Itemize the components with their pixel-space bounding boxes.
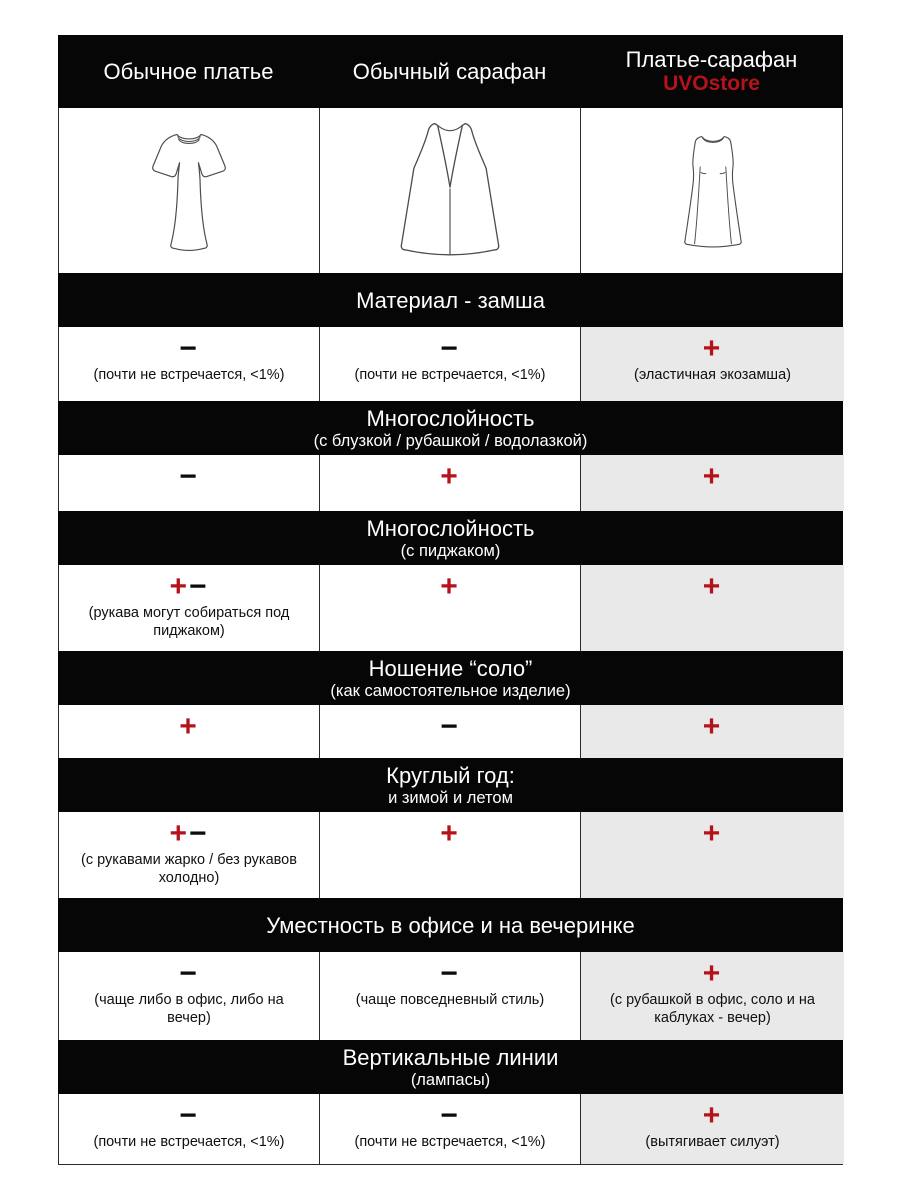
comparison-cell (320, 455, 581, 511)
plus-sign: + (440, 570, 460, 603)
rating-signs (581, 570, 844, 603)
rating-signs (320, 817, 580, 850)
rating-signs (320, 332, 580, 365)
rating-note: (рукава могут собираться под пиджаком) (88, 605, 290, 639)
section-title: Материал - замша (356, 287, 545, 313)
regular-dress-illustration (59, 108, 320, 273)
rating-note: (чаще либо в офис, либо на вечер) (94, 992, 284, 1026)
rating-signs (320, 570, 580, 603)
comparison-row-material (58, 327, 843, 401)
minus-sign: − (179, 332, 199, 365)
section-subtitle: (с пиджаком) (400, 541, 501, 560)
comparison-row-office-party (58, 952, 843, 1040)
rating-signs (59, 957, 319, 990)
rating-signs (320, 710, 580, 743)
uvostore-dress-illustration (581, 108, 844, 273)
plus-sign: + (169, 817, 189, 850)
section-title: Круглый год: (386, 762, 515, 788)
plus-sign: + (702, 710, 723, 743)
plus-sign: + (440, 817, 460, 850)
rating-signs (59, 332, 319, 365)
comparison-cell (320, 705, 581, 758)
comparison-cell (59, 565, 320, 651)
comparison-cell-uvostore (581, 1094, 844, 1164)
plus-sign: + (440, 460, 460, 493)
rating-signs (59, 710, 319, 743)
column-title: Обычный сарафан (352, 59, 547, 84)
minus-sign: − (179, 957, 199, 990)
column-title: Платье-сарафан (625, 47, 798, 72)
illustrations-row (58, 108, 843, 273)
comparison-row-solo-wear (58, 705, 843, 758)
comparison-cell (320, 1094, 581, 1164)
section-title: Уместность в офисе и на вечеринке (266, 912, 635, 938)
column-header-regular-dress (58, 35, 319, 108)
comparison-cell (320, 565, 581, 651)
plus-sign: + (702, 817, 723, 850)
comparison-row-year-round (58, 812, 843, 898)
comparison-cell (320, 327, 581, 401)
rating-note: (почти не встречается, <1%) (354, 367, 546, 383)
comparison-cell (320, 952, 581, 1040)
section-header-office-party (58, 898, 843, 952)
header-row (58, 35, 843, 108)
section-subtitle: и зимой и летом (388, 788, 513, 807)
section-title: Вертикальные линии (342, 1044, 559, 1070)
minus-sign: − (189, 817, 209, 850)
rating-note: (вытягивает силуэт) (645, 1134, 780, 1150)
rating-signs (59, 817, 319, 850)
rating-signs (320, 957, 580, 990)
comparison-row-vertical-lines (58, 1094, 843, 1165)
section-title: Ношение “соло” (368, 655, 533, 681)
rating-note: (с рубашкой в офис, соло и на каблуках - вечер) (610, 992, 815, 1026)
rating-signs (581, 460, 844, 493)
comparison-cell (59, 952, 320, 1040)
minus-sign: − (179, 1099, 199, 1132)
comparison-cell (59, 455, 320, 511)
regular-sundress-illustration (320, 108, 581, 273)
comparison-table (58, 35, 843, 1165)
section-subtitle: (с блузкой / рубашкой / водолазкой) (313, 431, 588, 450)
rating-note: (чаще повседневный стиль) (355, 992, 545, 1008)
minus-sign: − (440, 957, 460, 990)
column-title: Обычное платье (103, 59, 274, 84)
section-subtitle: (лампасы) (410, 1070, 491, 1089)
comparison-cell-uvostore (581, 705, 844, 758)
rating-signs (320, 1099, 580, 1132)
section-title: Многослойность (366, 405, 535, 431)
rating-signs (581, 957, 844, 990)
rating-signs (59, 1099, 319, 1132)
minus-sign: − (179, 460, 199, 493)
brand-name: UVOstore (663, 72, 760, 95)
comparison-row-layering-jacket (58, 565, 843, 651)
rating-note: (почти не встречается, <1%) (354, 1134, 546, 1150)
section-header-vertical-lines (58, 1040, 843, 1094)
section-header-layering-blouse (58, 401, 843, 455)
plus-sign: + (169, 570, 189, 603)
comparison-cell-uvostore (581, 327, 844, 401)
plus-sign: + (702, 1099, 723, 1132)
comparison-cell (59, 812, 320, 898)
rating-signs (320, 460, 580, 493)
comparison-cell (320, 812, 581, 898)
comparison-cell-uvostore (581, 952, 844, 1040)
rating-signs (581, 1099, 844, 1132)
column-header-regular-sundress (319, 35, 580, 108)
dress-with-sleeves-icon (129, 116, 249, 266)
comparison-cell (59, 705, 320, 758)
uvostore-dress-sundress-icon (657, 116, 769, 266)
comparison-cell-uvostore (581, 565, 844, 651)
plus-sign: + (702, 957, 723, 990)
plus-sign: + (179, 710, 199, 743)
plus-sign: + (702, 460, 723, 493)
minus-sign: − (189, 570, 209, 603)
v-neck-sundress-icon (380, 115, 520, 267)
rating-signs (581, 710, 844, 743)
rating-note: (почти не встречается, <1%) (93, 1134, 285, 1150)
rating-signs (59, 570, 319, 603)
column-header-uvostore-dress (580, 35, 843, 108)
rating-note: (с рукавами жарко / без рукавов холодно) (81, 852, 297, 886)
section-header-layering-jacket (58, 511, 843, 565)
rating-note: (почти не встречается, <1%) (93, 367, 285, 383)
rating-signs (581, 817, 844, 850)
comparison-cell (59, 327, 320, 401)
plus-sign: + (702, 570, 723, 603)
plus-sign: + (702, 332, 723, 365)
section-title: Многослойность (366, 515, 535, 541)
comparison-cell-uvostore (581, 812, 844, 898)
section-subtitle: (как самостоятельное изделие) (330, 681, 571, 700)
rating-signs (59, 460, 319, 493)
comparison-row-layering-blouse (58, 455, 843, 511)
comparison-cell-uvostore (581, 455, 844, 511)
rating-note: (эластичная экозамша) (634, 367, 791, 383)
section-header-solo-wear (58, 651, 843, 705)
section-header-material (58, 273, 843, 327)
minus-sign: − (440, 1099, 460, 1132)
comparison-cell (59, 1094, 320, 1164)
minus-sign: − (440, 710, 460, 743)
section-header-year-round (58, 758, 843, 812)
rating-signs (581, 332, 844, 365)
minus-sign: − (440, 332, 460, 365)
